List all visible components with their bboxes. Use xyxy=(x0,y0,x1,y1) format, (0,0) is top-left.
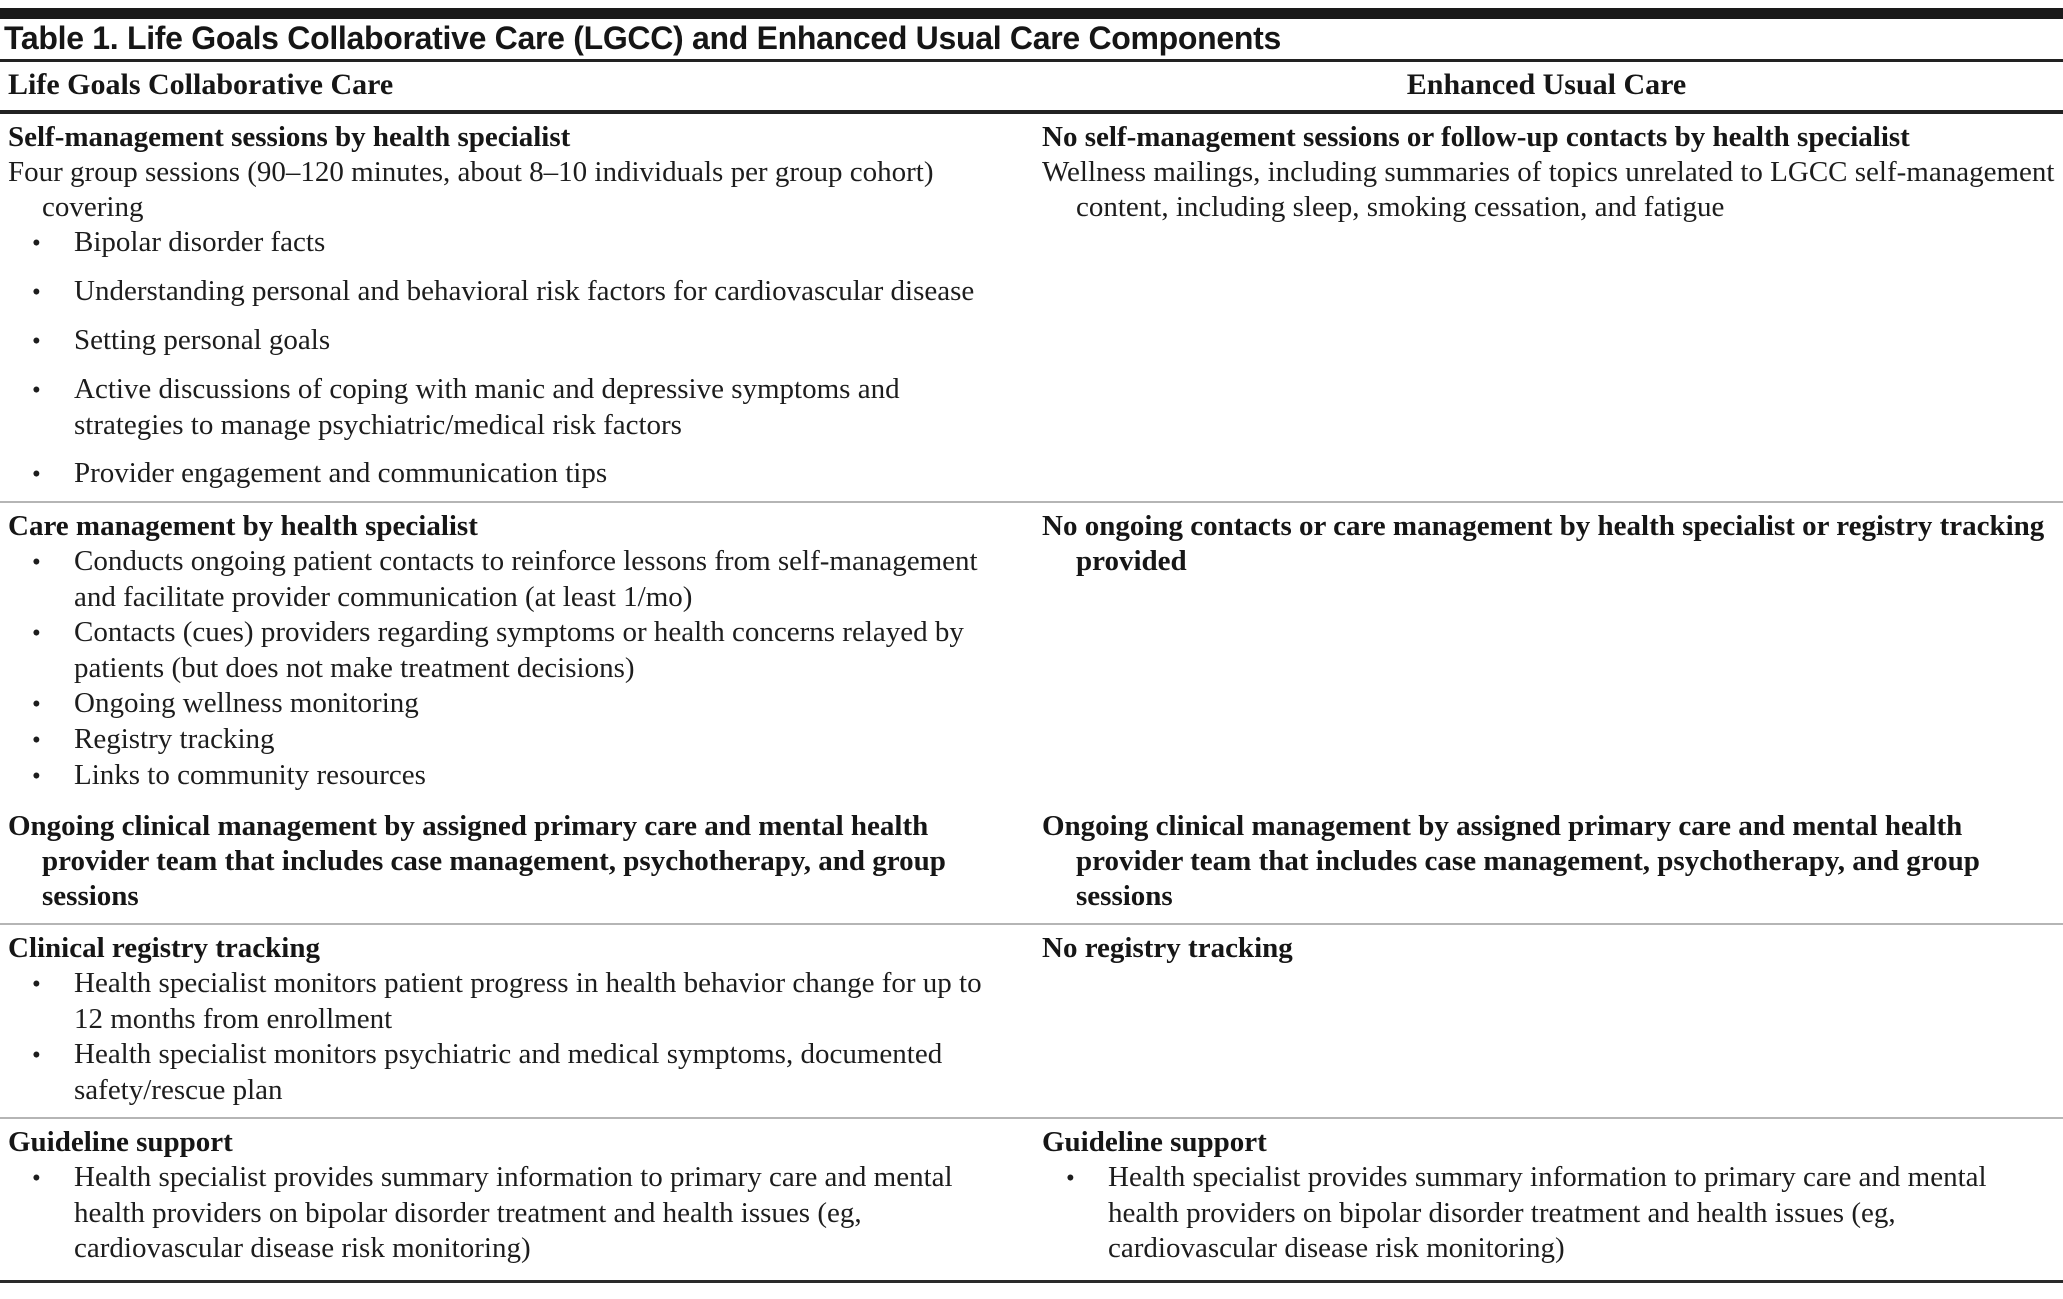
bullet-list xyxy=(8,225,1014,492)
column-header-life-goals-collaborative-care: Life Goals Collaborative Care xyxy=(8,68,394,101)
bullet-list xyxy=(8,1160,1014,1266)
table-top-rule xyxy=(0,8,2063,19)
section-heading: Guideline support xyxy=(8,1126,233,1158)
bullet-item: • Health specialist monitors psychiatric and medical symptoms, documented safety/rescue plan xyxy=(8,1037,1014,1108)
section-paragraph: Wellness mailings, including summaries of topics unrelated to LGCC self-management content, including sleep, smoking cessation, and fatigue xyxy=(1042,156,2055,223)
cell-lgcc-guideline-support xyxy=(0,1119,1030,1275)
section-heading: Care management by health specialist xyxy=(8,510,478,542)
cell-lgcc-ongoing-clinical-management xyxy=(0,803,1030,923)
bullet-item: • Active discussions of coping with manic and depressive symptoms and strategies to manage psychiatric/medical risk factors xyxy=(8,372,1014,443)
bullet-item: • Bipolar disorder facts xyxy=(8,225,1014,261)
cell-euc-ongoing-clinical-management xyxy=(1030,803,2063,923)
bullet-item: • Health specialist provides summary information to primary care and mental health providers on bipolar disorder treatment and health issues (eg, cardiovascular disease risk monitoring) xyxy=(1042,1160,2055,1266)
row-care-management xyxy=(0,501,2063,803)
table-title: Table 1. Life Goals Collaborative Care (LGCC) and Enhanced Usual Care Components xyxy=(0,19,2063,62)
column-header-row xyxy=(0,62,2063,114)
bullet-item: • Links to community resources xyxy=(8,758,1014,794)
bullet-list xyxy=(1042,1160,2055,1266)
cell-euc-guideline-support xyxy=(1030,1119,2063,1275)
bullet-item: • Provider engagement and communication tips xyxy=(8,456,1014,492)
section-heading: No ongoing contacts or care management by health specialist or registry tracking provided xyxy=(1042,510,2045,577)
column-header-enhanced-usual-care: Enhanced Usual Care xyxy=(1406,68,1687,101)
table-bottom-rule xyxy=(0,1280,2063,1283)
section-heading: Ongoing clinical management by assigned primary care and mental health provider team that includes case management, psychotherapy, and group sessions xyxy=(8,810,946,912)
cell-euc-care-management xyxy=(1030,503,2063,803)
bullet-item: • Health specialist monitors patient progress in health behavior change for up to 12 months from enrollment xyxy=(8,966,1014,1037)
section-heading: Self-management sessions by health specialist xyxy=(8,121,571,153)
row-ongoing-clinical-management xyxy=(0,803,2063,923)
section-heading: No self-management sessions or follow-up contacts by health specialist xyxy=(1042,121,1910,153)
bullet-item: • Conducts ongoing patient contacts to reinforce lessons from self-management and facilitate provider communication (at least 1/mo) xyxy=(8,544,1014,615)
section-paragraph: Four group sessions (90–120 minutes, about 8–10 individuals per group cohort) covering xyxy=(8,156,934,223)
cell-euc-self-management xyxy=(1030,114,2063,501)
section-heading: Clinical registry tracking xyxy=(8,932,320,964)
bullet-list xyxy=(8,544,1014,794)
bullet-item: • Health specialist provides summary information to primary care and mental health providers on bipolar disorder treatment and health issues (eg, cardiovascular disease risk monitoring) xyxy=(8,1160,1014,1266)
bullet-item: • Setting personal goals xyxy=(8,323,1014,359)
section-heading: No registry tracking xyxy=(1042,932,1293,964)
row-guideline-support xyxy=(0,1117,2063,1275)
bullet-item: • Ongoing wellness monitoring xyxy=(8,686,1014,722)
section-heading: Guideline support xyxy=(1042,1126,1267,1158)
section-heading: Ongoing clinical management by assigned primary care and mental health provider team that includes case management, psychotherapy, and group sessions xyxy=(1042,810,1980,912)
cell-euc-registry-tracking xyxy=(1030,925,2063,1117)
bullet-item: • Registry tracking xyxy=(8,722,1014,758)
cell-lgcc-registry-tracking xyxy=(0,925,1030,1117)
bullet-list xyxy=(8,966,1014,1108)
bullet-item: • Contacts (cues) providers regarding symptoms or health concerns relayed by patients (but does not make treatment decisions) xyxy=(8,615,1014,686)
cell-lgcc-care-management xyxy=(0,503,1030,803)
row-registry-tracking xyxy=(0,923,2063,1117)
bullet-item: • Understanding personal and behavioral risk factors for cardiovascular disease xyxy=(8,274,1014,310)
cell-lgcc-self-management xyxy=(0,114,1030,501)
row-self-management-sessions xyxy=(0,114,2063,501)
